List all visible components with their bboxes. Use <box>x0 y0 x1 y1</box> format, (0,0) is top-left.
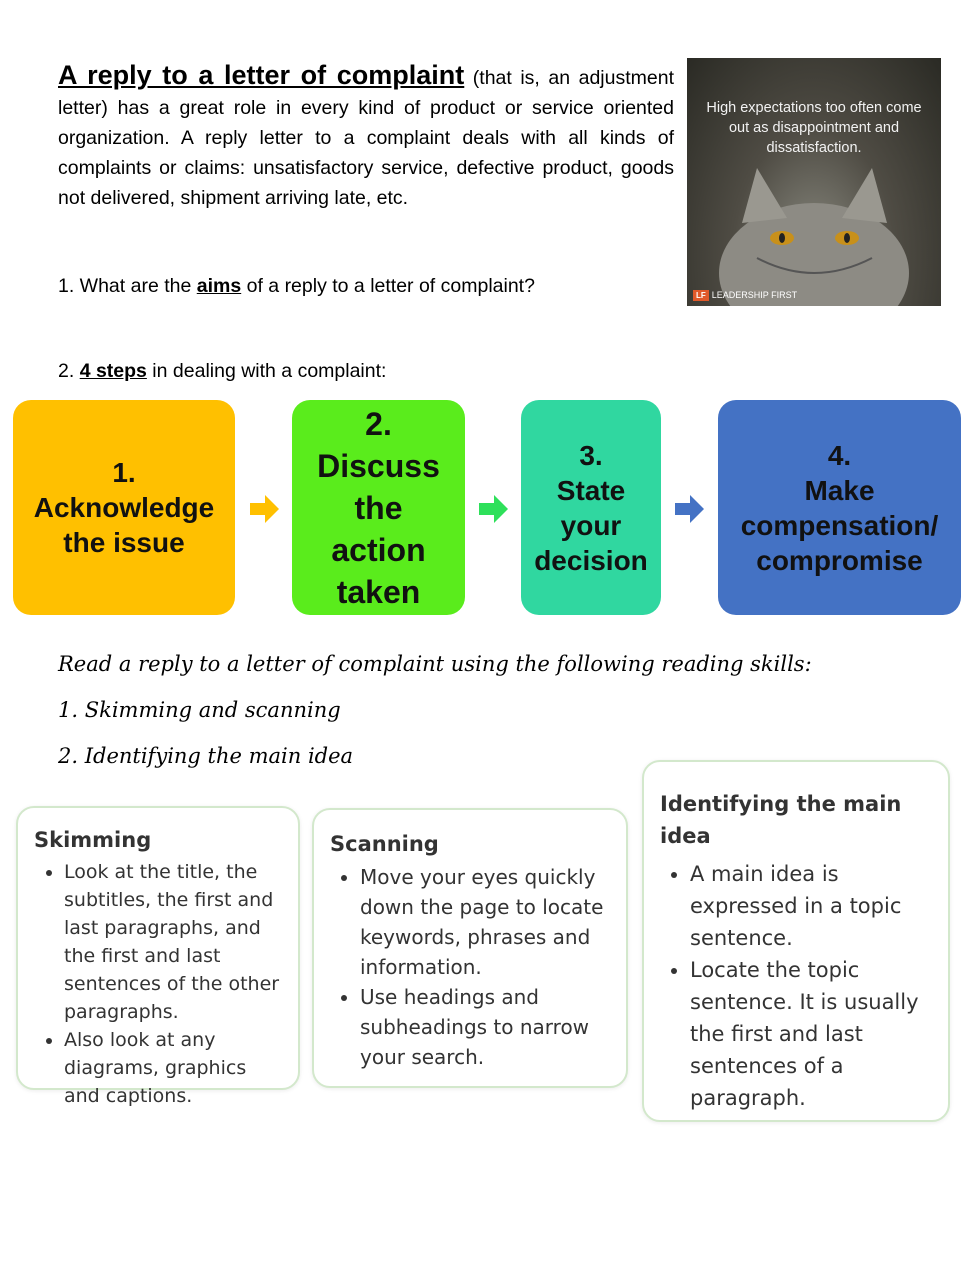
image-logo <box>693 290 797 300</box>
reading-skill-1: 1. Skimming and scanning <box>58 698 341 722</box>
step-1-line: Acknowledge <box>33 492 215 523</box>
step-3-line: your <box>560 509 622 541</box>
question-1-keyword: aims <box>196 275 242 297</box>
step-4-number: 4. <box>827 439 852 471</box>
step-4-line: Make <box>804 474 875 506</box>
step-3-line: decision <box>534 544 648 576</box>
question-1-suffix: of a reply to a letter of complaint? <box>241 275 535 297</box>
cat-illustration <box>687 58 941 306</box>
scanning-bullet: • Move your eyes quickly down the page to locate keywords, phrases and information. <box>360 862 610 982</box>
main-idea-title: Identifying the main idea <box>660 792 902 848</box>
step-2-line: taken <box>336 573 421 610</box>
question-2 <box>58 360 386 383</box>
question-2-prefix: 2. <box>58 360 80 382</box>
step-2-line: Discuss <box>317 447 440 484</box>
step-2-line: action <box>331 531 426 568</box>
question-2-keyword: 4 steps <box>79 360 147 382</box>
reading-skill-2: 2. Identifying the main idea <box>58 744 354 768</box>
question-1 <box>58 275 535 298</box>
step-4-line: compensation/ <box>740 509 939 541</box>
step-4-line: compromise <box>756 544 923 576</box>
step-3-box <box>521 400 661 615</box>
intro-paragraph <box>58 60 674 213</box>
step-2-number: 2. <box>365 405 392 442</box>
step-2-box <box>292 400 465 615</box>
skimming-title: Skimming <box>34 828 152 852</box>
skimming-bullet: • Also look at any diagrams, graphics and captions. <box>64 1026 282 1110</box>
reading-intro: Read a reply to a letter of complaint using the following reading skills: <box>58 652 812 676</box>
scanning-title: Scanning <box>330 832 439 856</box>
step-2-line: the <box>354 489 403 526</box>
scanning-bullet: • Use headings and subheadings to narrow your search. <box>360 982 610 1072</box>
intro-body: (that is, an adjustment letter) has a great role in every kind of product or service oriented organization. A reply letter to a complaint deals with all kinds of complaints or claims: unsatisfactory service, defective product, goods not delivered, shipment arriving late, etc. <box>58 67 674 209</box>
logo-text: LEADERSHIP FIRST <box>711 290 798 300</box>
step-3-line: State <box>556 474 626 506</box>
intro-title: A reply to a letter of complaint <box>58 60 465 90</box>
main-idea-bullet: • Locate the topic sentence. It is usually the first and last sentences of a paragraph. <box>690 954 932 1114</box>
scanning-card <box>312 808 628 1088</box>
logo-mark: LF <box>693 290 709 301</box>
step-1-number: 1. <box>112 457 136 488</box>
step-1-line: the issue <box>63 527 185 558</box>
step-4-box <box>718 400 961 615</box>
arrow-right-icon <box>479 494 509 524</box>
question-2-suffix: in dealing with a complaint: <box>146 360 387 382</box>
image-caption: High expectations too often come out as disappointment and dissatisfaction. <box>706 100 922 156</box>
skimming-card <box>16 806 300 1107</box>
step-3-number: 3. <box>579 439 603 471</box>
question-1-prefix: 1. What are the <box>58 275 197 297</box>
main-idea-card <box>642 760 950 1122</box>
skimming-bullet: • Look at the title, the subtitles, the first and last paragraphs, and the first and last sentences of the other paragraphs. <box>64 858 282 1026</box>
cat-image <box>687 58 941 306</box>
step-1-box <box>13 400 235 615</box>
main-idea-bullet: • A main idea is expressed in a topic sentence. <box>690 858 932 954</box>
arrow-right-icon <box>250 494 280 524</box>
arrow-right-icon <box>675 494 705 524</box>
